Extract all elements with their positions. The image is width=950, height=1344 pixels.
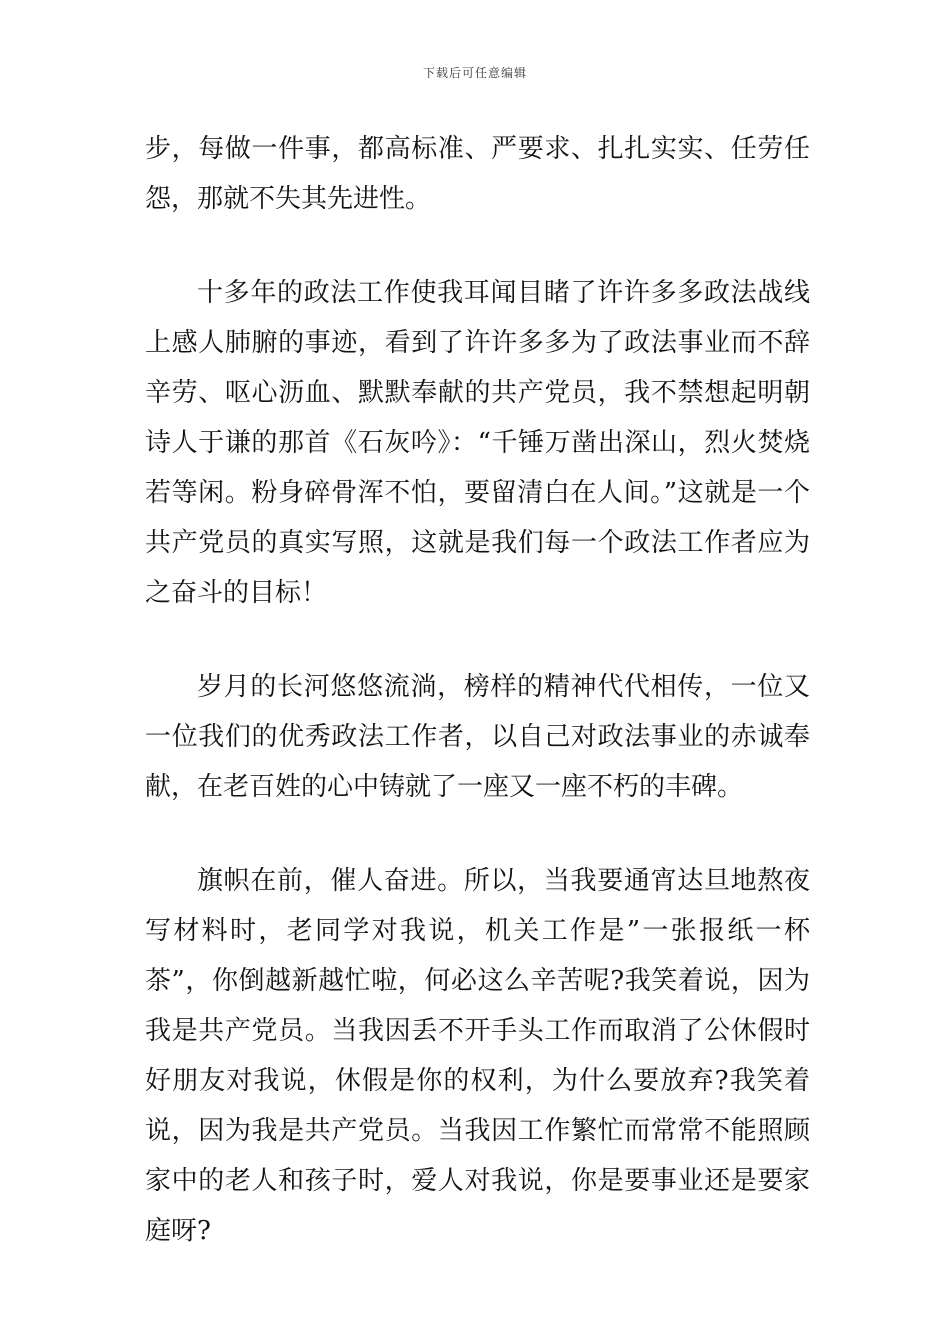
paragraph-gap [145,618,810,662]
paragraph-4: 旗帜在前，催人奋进。所以，当我要通宵达旦地熬夜写材料时，老同学对我说，机关工作是”一张报纸一杯茶”，你倒越新越忙啦，何必这么辛苦呢?我笑着说，因为我是共产党员。当我因丢不开手头工作而取消了公休假时好朋友对我说，休假是你的权利，为什么要放弃?我笑着说，因为我是共产党员。当我因工作繁忙而常常不能照顾家中的老人和孩子时，爱人对我说，你是要事业还是要家庭呀? [145,866,810,1246]
paragraph-1: 步，每做一件事，都高标准、严要求、扎扎实实、任劳任怨，那就不失其先进性。 [145,134,810,214]
paragraph-2: 十多年的政法工作使我耳闻目睹了许许多多政法战线上感人肺腑的事迹，看到了许许多多为了政法事业而不辞辛劳、呕心沥血、默默奉献的共产党员，我不禁想起明朝诗人于谦的那首《石灰吟》：“千锤万凿出深山，烈火焚烧若等闲。粉身碎骨浑不怕，要留清白在人间。”这就是一个共产党员的真实写照，这就是我们每一个政法工作者应为之奋斗的目标！ [145,278,810,608]
paragraph-gap [145,812,810,856]
paragraph-3: 岁月的长河悠悠流淌，榜样的精神代代相传，一位又一位我们的优秀政法工作者，以自己对政法事业的赤诚奉献，在老百姓的心中铸就了一座又一座不朽的丰碑。 [145,672,810,802]
page-header: 下载后可任意编辑 [422,66,527,80]
paragraph-gap [145,224,810,268]
document-body [145,124,810,1256]
